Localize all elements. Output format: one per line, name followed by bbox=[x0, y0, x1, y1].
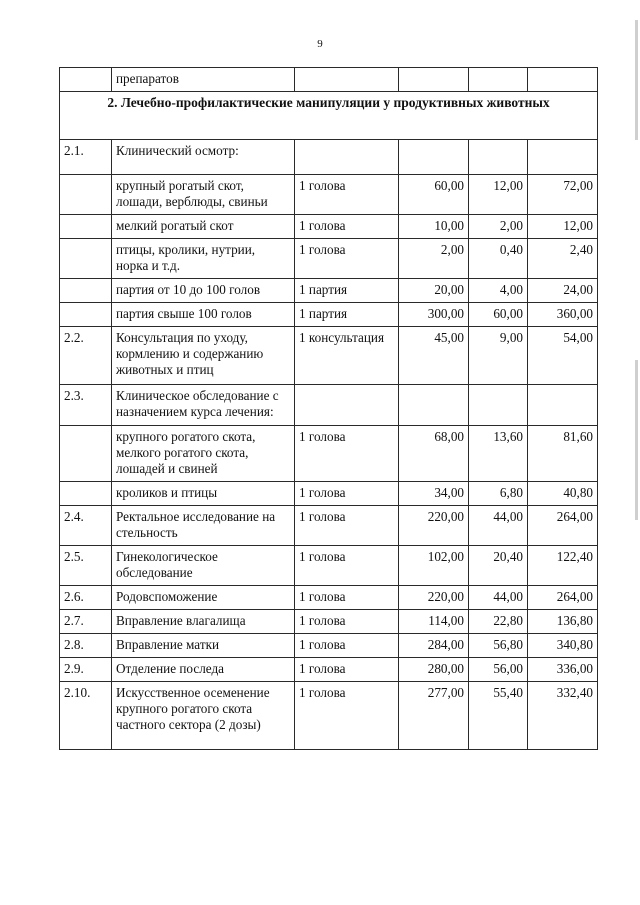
row-number bbox=[60, 68, 112, 92]
unit bbox=[295, 385, 399, 426]
vat: 2,00 bbox=[469, 215, 528, 239]
price: 277,00 bbox=[399, 682, 469, 750]
total: 336,00 bbox=[528, 658, 598, 682]
service-name: крупного рогатого скота, мелкого рогатого скота, лошадей и свиней bbox=[112, 426, 295, 482]
unit: 1 консультация bbox=[295, 327, 399, 385]
service-name: Консультация по уходу, кормлению и содержанию животных и птиц bbox=[112, 327, 295, 385]
price: 34,00 bbox=[399, 482, 469, 506]
total: 332,40 bbox=[528, 682, 598, 750]
row-number bbox=[60, 482, 112, 506]
unit: 1 голова bbox=[295, 175, 399, 215]
table-row bbox=[60, 634, 598, 658]
total: 72,00 bbox=[528, 175, 598, 215]
table-row bbox=[60, 658, 598, 682]
table-row bbox=[60, 482, 598, 506]
unit: 1 голова bbox=[295, 506, 399, 546]
row-number bbox=[60, 426, 112, 482]
unit bbox=[295, 68, 399, 92]
total: 360,00 bbox=[528, 303, 598, 327]
row-number bbox=[60, 239, 112, 279]
row-number: 2.4. bbox=[60, 506, 112, 546]
price: 114,00 bbox=[399, 610, 469, 634]
table-row bbox=[60, 303, 598, 327]
table-row bbox=[60, 68, 598, 92]
price: 60,00 bbox=[399, 175, 469, 215]
vat: 44,00 bbox=[469, 586, 528, 610]
price-table bbox=[59, 67, 598, 750]
service-name: птицы, кролики, нутрии, норка и т.д. bbox=[112, 239, 295, 279]
vat: 4,00 bbox=[469, 279, 528, 303]
vat: 12,00 bbox=[469, 175, 528, 215]
total bbox=[528, 140, 598, 175]
row-number: 2.10. bbox=[60, 682, 112, 750]
unit: 1 голова bbox=[295, 482, 399, 506]
unit: 1 голова bbox=[295, 586, 399, 610]
row-number: 2.7. bbox=[60, 610, 112, 634]
table-body bbox=[60, 68, 598, 750]
price: 280,00 bbox=[399, 658, 469, 682]
page-number: 9 bbox=[317, 38, 323, 50]
table-row bbox=[60, 215, 598, 239]
unit: 1 голова bbox=[295, 658, 399, 682]
price bbox=[399, 140, 469, 175]
service-name: кроликов и птицы bbox=[112, 482, 295, 506]
table-row bbox=[60, 682, 598, 750]
vat: 22,80 bbox=[469, 610, 528, 634]
price: 102,00 bbox=[399, 546, 469, 586]
unit: 1 голова bbox=[295, 610, 399, 634]
table-row bbox=[60, 239, 598, 279]
row-number: 2.8. bbox=[60, 634, 112, 658]
unit: 1 голова bbox=[295, 682, 399, 750]
vat: 44,00 bbox=[469, 506, 528, 546]
vat: 13,60 bbox=[469, 426, 528, 482]
price: 10,00 bbox=[399, 215, 469, 239]
vat: 20,40 bbox=[469, 546, 528, 586]
table-row bbox=[60, 586, 598, 610]
total: 40,80 bbox=[528, 482, 598, 506]
unit: 1 голова bbox=[295, 426, 399, 482]
price bbox=[399, 68, 469, 92]
service-name: крупный рогатый скот, лошади, верблюды, свиньи bbox=[112, 175, 295, 215]
price: 300,00 bbox=[399, 303, 469, 327]
service-name: препаратов bbox=[112, 68, 295, 92]
unit: 1 голова bbox=[295, 239, 399, 279]
row-number: 2.6. bbox=[60, 586, 112, 610]
service-name: Родовспоможение bbox=[112, 586, 295, 610]
row-number bbox=[60, 175, 112, 215]
row-number bbox=[60, 215, 112, 239]
service-name: партия свыше 100 голов bbox=[112, 303, 295, 327]
service-name: Ректальное исследование на стельность bbox=[112, 506, 295, 546]
total: 264,00 bbox=[528, 506, 598, 546]
vat: 60,00 bbox=[469, 303, 528, 327]
vat: 9,00 bbox=[469, 327, 528, 385]
table-row bbox=[60, 175, 598, 215]
service-name: Искусственное осеменение крупного рогатого скота частного сектора (2 дозы) bbox=[112, 682, 295, 750]
service-name: Вправление матки bbox=[112, 634, 295, 658]
service-name: мелкий рогатый скот bbox=[112, 215, 295, 239]
vat bbox=[469, 385, 528, 426]
section-header-row bbox=[60, 92, 598, 140]
unit: 1 голова bbox=[295, 215, 399, 239]
price: 220,00 bbox=[399, 506, 469, 546]
service-name: Отделение последа bbox=[112, 658, 295, 682]
table-row bbox=[60, 140, 598, 175]
table-row bbox=[60, 385, 598, 426]
unit: 1 голова bbox=[295, 546, 399, 586]
table-row bbox=[60, 426, 598, 482]
vat bbox=[469, 68, 528, 92]
price bbox=[399, 385, 469, 426]
total bbox=[528, 385, 598, 426]
row-number: 2.3. bbox=[60, 385, 112, 426]
vat: 6,80 bbox=[469, 482, 528, 506]
vat bbox=[469, 140, 528, 175]
price: 20,00 bbox=[399, 279, 469, 303]
price: 68,00 bbox=[399, 426, 469, 482]
total: 122,40 bbox=[528, 546, 598, 586]
total: 54,00 bbox=[528, 327, 598, 385]
unit: 1 партия bbox=[295, 303, 399, 327]
total: 136,80 bbox=[528, 610, 598, 634]
table-row bbox=[60, 506, 598, 546]
total: 12,00 bbox=[528, 215, 598, 239]
scan-edge-mark bbox=[635, 360, 638, 520]
price: 284,00 bbox=[399, 634, 469, 658]
table-row bbox=[60, 546, 598, 586]
service-name: Клинический осмотр: bbox=[112, 140, 295, 175]
service-name: Гинекологическое обследование bbox=[112, 546, 295, 586]
row-number: 2.2. bbox=[60, 327, 112, 385]
total: 340,80 bbox=[528, 634, 598, 658]
section-title: 2. Лечебно-профилактические манипуляции у продуктивных животных bbox=[60, 92, 598, 140]
total bbox=[528, 68, 598, 92]
table-row bbox=[60, 610, 598, 634]
vat: 0,40 bbox=[469, 239, 528, 279]
table-row bbox=[60, 327, 598, 385]
unit: 1 партия bbox=[295, 279, 399, 303]
total: 81,60 bbox=[528, 426, 598, 482]
price: 45,00 bbox=[399, 327, 469, 385]
row-number: 2.1. bbox=[60, 140, 112, 175]
price: 220,00 bbox=[399, 586, 469, 610]
unit: 1 голова bbox=[295, 634, 399, 658]
vat: 55,40 bbox=[469, 682, 528, 750]
unit bbox=[295, 140, 399, 175]
price: 2,00 bbox=[399, 239, 469, 279]
total: 264,00 bbox=[528, 586, 598, 610]
row-number bbox=[60, 279, 112, 303]
scan-edge-mark bbox=[635, 20, 638, 140]
vat: 56,80 bbox=[469, 634, 528, 658]
service-name: Клиническое обследование с назначением курса лечения: bbox=[112, 385, 295, 426]
total: 2,40 bbox=[528, 239, 598, 279]
service-name: партия от 10 до 100 голов bbox=[112, 279, 295, 303]
row-number bbox=[60, 303, 112, 327]
service-name: Вправление влагалища bbox=[112, 610, 295, 634]
total: 24,00 bbox=[528, 279, 598, 303]
row-number: 2.5. bbox=[60, 546, 112, 586]
table-row bbox=[60, 279, 598, 303]
row-number: 2.9. bbox=[60, 658, 112, 682]
vat: 56,00 bbox=[469, 658, 528, 682]
